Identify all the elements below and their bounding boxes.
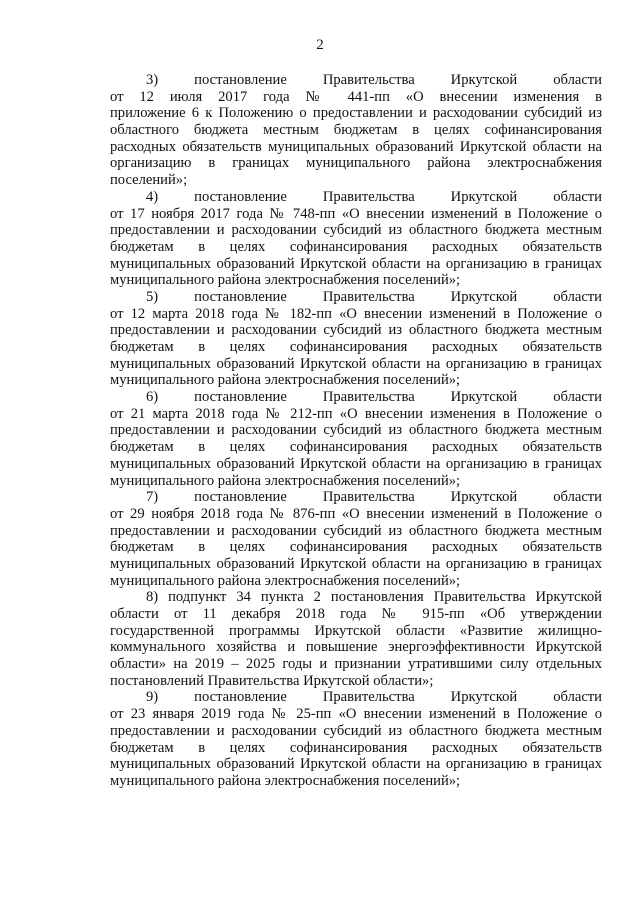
text-line: муниципального района электроснабжения поселений»; xyxy=(110,372,461,389)
list-item xyxy=(110,489,602,589)
list-item xyxy=(110,389,602,489)
text-line: от 12 марта 2018 года № 182-пп «О внесении изменений в Положение о xyxy=(110,305,602,322)
document-body xyxy=(110,72,602,790)
text-line: муниципальных образований Иркутской области на организацию в границах xyxy=(110,455,602,472)
text-line: предоставлении и расходовании субсидий из областного бюджета местным xyxy=(110,222,602,239)
list-item xyxy=(110,689,602,789)
text-line: муниципальных образований Иркутской области на организацию в границах xyxy=(110,255,602,272)
page-number: 2 xyxy=(316,37,324,53)
text-line: государственной программы Иркутской области «Развитие жилищно- xyxy=(110,622,602,639)
list-item xyxy=(110,189,602,289)
text-line: предоставлении и расходовании субсидий из областного бюджета местным xyxy=(110,422,602,439)
text-line: 7) постановление Правительства Иркутской области xyxy=(146,489,602,506)
text-line: приложение 6 к Положению о предоставлении и расходовании субсидий из xyxy=(110,105,602,122)
text-line: бюджетам в целях софинансирования расходных обязательств xyxy=(110,439,602,456)
text-line: предоставлении и расходовании субсидий из областного бюджета местным xyxy=(110,522,602,539)
text-line: 4) постановление Правительства Иркутской области xyxy=(146,188,602,205)
text-line: муниципального района электроснабжения поселений»; xyxy=(110,572,461,589)
text-line: 9) постановление Правительства Иркутской области xyxy=(146,689,602,706)
text-line: от 17 ноября 2017 года № 748-пп «О внесении изменений в Положение о xyxy=(110,205,602,222)
text-line: муниципального района электроснабжения поселений»; xyxy=(110,772,461,789)
text-line: расходных обязательств муниципальных образований Иркутской области на xyxy=(110,138,602,155)
text-line: бюджетам в целях софинансирования расходных обязательств xyxy=(110,238,602,255)
text-line: бюджетам в целях софинансирования расходных обязательств xyxy=(110,739,602,756)
text-line: от 29 ноября 2018 года № 876-пп «О внесении изменений в Положение о xyxy=(110,505,602,522)
text-line: 8) подпункт 34 пункта 2 постановления Правительства Иркутской xyxy=(146,589,602,606)
list-item xyxy=(110,589,602,689)
text-line: муниципального района электроснабжения поселений»; xyxy=(110,472,461,489)
text-line: предоставлении и расходовании субсидий из областного бюджета местным xyxy=(110,322,602,339)
list-item xyxy=(110,72,602,189)
text-line: бюджетам в целях софинансирования расходных обязательств xyxy=(110,539,602,556)
text-line: предоставлении и расходовании субсидий из областного бюджета местным xyxy=(110,722,602,739)
text-line: бюджетам в целях софинансирования расходных обязательств xyxy=(110,339,602,355)
text-line: области от 11 декабря 2018 года № 915-пп «Об утверждении xyxy=(110,606,602,622)
text-line: области» на 2019 – 2025 годы и признании утратившими силу отдельных xyxy=(110,656,602,673)
text-line: муниципальных образований Иркутской области на организацию в границах xyxy=(110,355,602,372)
text-line: муниципального района электроснабжения поселений»; xyxy=(110,272,461,289)
text-line: организацию в границах муниципального района электроснабжения xyxy=(110,155,602,172)
text-line: коммунального хозяйства и повышение энергоэффективности Иркутской xyxy=(110,639,602,656)
text-line: поселений»; xyxy=(110,172,188,189)
text-line: муниципальных образований Иркутской области на организацию в границах xyxy=(110,555,602,572)
text-line: 5) постановление Правительства Иркутской области xyxy=(146,288,602,305)
text-line: от 23 января 2019 года № 25-пп «О внесении изменений в Положение о xyxy=(110,706,602,723)
text-line: от 12 июля 2017 года № 441-пп «О внесении изменения в xyxy=(110,88,602,105)
text-line: 3) постановление Правительства Иркутской области xyxy=(146,72,602,88)
text-line: областного бюджета местным бюджетам в целях софинансирования xyxy=(110,122,602,139)
list-item xyxy=(110,289,602,389)
text-line: 6) постановление Правительства Иркутской области xyxy=(146,389,602,406)
text-line: постановлений Правительства Иркутской области»; xyxy=(110,672,434,689)
text-line: муниципальных образований Иркутской области на организацию в границах xyxy=(110,756,602,773)
text-line: от 21 марта 2018 года № 212-пп «О внесении изменения в Положение о xyxy=(110,405,602,422)
